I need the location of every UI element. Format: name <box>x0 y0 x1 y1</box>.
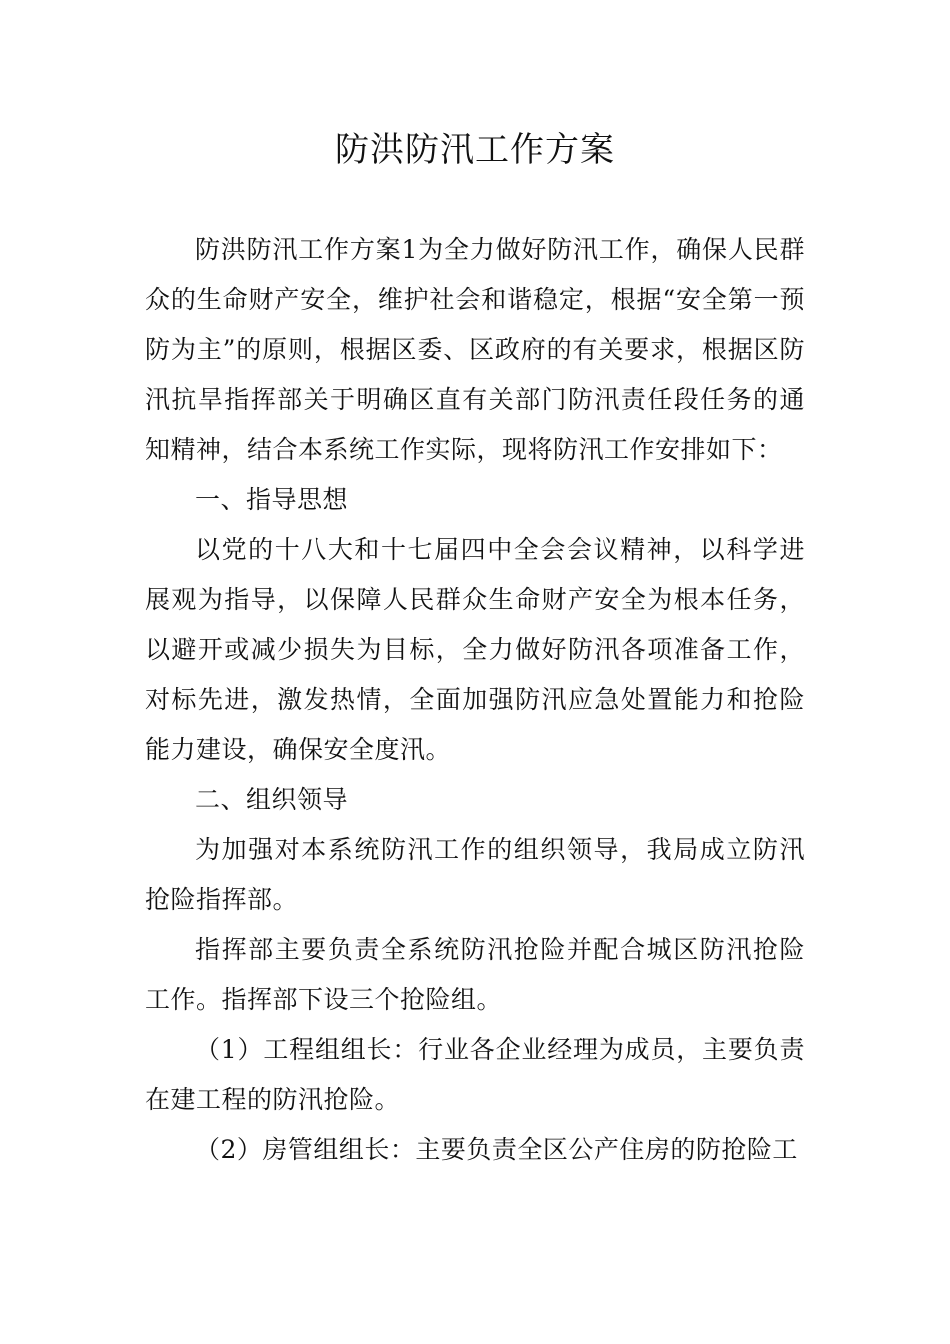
paragraph-organization: 为加强对本系统防汛工作的组织领导，我局成立防汛抢险指挥部。 <box>145 835 805 914</box>
paragraph-housing-group: （2）房管组组长：主要负责全区公产住房的防抢险工 <box>195 1135 798 1164</box>
document-title: 防洪防汛工作方案 <box>335 130 615 170</box>
paragraph-headquarters: 指挥部主要负责全系统防汛抢险并配合城区防汛抢险工作。指挥部下设三个抢险组。 <box>145 935 805 1014</box>
paragraph-intro: 防洪防汛工作方案1为全力做好防汛工作，确保人民群众的生命财产安全，维护社会和谐稳定，根据“安全第一预防为主”的原则，根据区委、区政府的有关要求，根据区防汛抗旱指挥部关于明确区直有关部门防汛责任段任务的通知精神，结合本系统工作实际，现将防汛工作安排如下： <box>145 235 805 464</box>
heading-guiding-ideology: 一、指导思想 <box>195 485 349 514</box>
paragraph-guiding-ideology: 以党的十八大和十七届四中全会会议精神，以科学进展观为指导，以保障人民群众生命财产安全为根本任务，以避开或减少损失为目标，全力做好防汛各项准备工作，对标先进，激发热情，全面加强防汛应急处置能力和抢险能力建设，确保安全度汛。 <box>145 535 805 764</box>
document-body <box>145 225 805 1175</box>
heading-organization: 二、组织领导 <box>195 785 349 814</box>
paragraph-engineering-group: （1）工程组组长：行业各企业经理为成员，主要负责在建工程的防汛抢险。 <box>145 1035 805 1114</box>
